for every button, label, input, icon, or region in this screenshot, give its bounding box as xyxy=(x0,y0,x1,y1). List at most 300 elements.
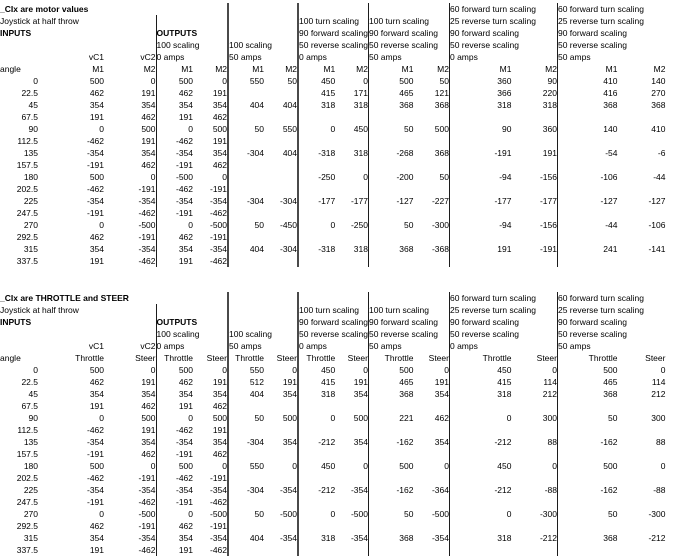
angle-cell: 225 xyxy=(23,196,38,206)
value-cell xyxy=(413,400,449,412)
value-cell: -462 xyxy=(193,207,228,219)
angle-header: angle xyxy=(0,353,21,363)
value-cell: -227 xyxy=(413,195,449,207)
value-cell: 462 xyxy=(104,111,156,123)
section-header-line: 0 amps xyxy=(298,340,368,352)
value-cell: 191 xyxy=(178,112,193,122)
value-cell: -354 xyxy=(413,532,449,544)
value-cell: 354 xyxy=(178,244,193,254)
section-header-line: 90 forward scaling xyxy=(557,28,627,38)
value-cell xyxy=(228,520,264,532)
value-cell xyxy=(617,472,665,484)
section-header-line: 50 amps xyxy=(228,340,298,352)
value-cell: -191 xyxy=(104,520,156,532)
section-header-line xyxy=(228,3,298,15)
section-header-line: 50 reverse scaling xyxy=(368,328,449,340)
value-cell xyxy=(511,544,557,556)
spacer-cell xyxy=(0,39,156,51)
value-cell: 410 xyxy=(603,76,618,86)
value-cell: 191 xyxy=(89,401,104,411)
value-cell xyxy=(368,135,413,147)
value-cell: 300 xyxy=(511,412,557,424)
value-cell: -462 xyxy=(175,184,193,194)
section-header-line: 0 amps xyxy=(298,51,368,63)
section-header-line: 25 reverse turn scaling xyxy=(449,15,557,27)
value-cell: 0 xyxy=(193,460,228,472)
value-cell xyxy=(264,544,298,556)
value-cell xyxy=(228,496,264,508)
section-header-line: 100 scaling xyxy=(156,39,228,51)
value-cell: 500 xyxy=(264,412,298,424)
value-cell: -462 xyxy=(175,136,193,146)
value-cell xyxy=(298,255,335,267)
value-cell: -94 xyxy=(499,172,512,182)
value-cell xyxy=(228,400,264,412)
table-row xyxy=(0,400,665,412)
value-cell xyxy=(264,183,298,195)
section-header-line: 25 reverse turn scaling xyxy=(557,305,644,315)
value-cell: -500 xyxy=(104,219,156,231)
value-cell: -200 xyxy=(396,172,414,182)
value-cell: -462 xyxy=(104,496,156,508)
value-cell: -354 xyxy=(193,195,228,207)
value-cell: 354 xyxy=(178,389,193,399)
value-cell: -44 xyxy=(605,220,618,230)
table-row xyxy=(0,376,665,388)
pair-col-header: M2 xyxy=(511,63,557,75)
value-cell: -191 xyxy=(175,449,193,459)
value-cell: 354 xyxy=(264,388,298,400)
value-cell xyxy=(298,231,335,243)
section-header-line xyxy=(228,316,298,328)
value-cell: 318 xyxy=(321,389,336,399)
throttle-steer-table xyxy=(0,292,665,556)
value-cell: 191 xyxy=(193,135,228,147)
table-row xyxy=(0,472,665,484)
value-cell: -368 xyxy=(413,243,449,255)
value-cell: 0 xyxy=(335,75,368,87)
value-cell xyxy=(368,255,413,267)
value-cell: -191 xyxy=(86,449,104,459)
value-cell: 318 xyxy=(335,243,368,255)
value-cell: 368 xyxy=(399,100,414,110)
table-row xyxy=(0,183,665,195)
value-cell xyxy=(413,183,449,195)
section-header-line: 100 turn scaling xyxy=(298,15,368,27)
pair-col-header: Throttle xyxy=(588,353,618,363)
table-row xyxy=(0,544,665,556)
value-cell: -191 xyxy=(494,148,512,158)
section-header-line: 90 forward scaling xyxy=(299,317,368,327)
value-cell: 500 xyxy=(399,76,414,86)
value-cell: -212 xyxy=(318,437,336,447)
angle-cell: 202.5 xyxy=(16,473,38,483)
pair-col-header: Steer xyxy=(645,353,666,363)
value-cell: 114 xyxy=(511,376,557,388)
value-cell: 0 xyxy=(193,75,228,87)
value-cell: 354 xyxy=(89,533,104,543)
value-cell xyxy=(413,544,449,556)
table-row xyxy=(0,448,665,460)
value-cell xyxy=(368,111,413,123)
value-cell xyxy=(298,448,335,460)
value-cell: -462 xyxy=(104,255,156,267)
value-cell: 462 xyxy=(89,521,104,531)
value-cell: -354 xyxy=(264,484,298,496)
value-cell: 415 xyxy=(321,377,336,387)
angle-cell: 0 xyxy=(33,365,38,375)
pair-col-header: M2 xyxy=(264,63,298,75)
value-cell: 88 xyxy=(656,437,666,447)
value-cell: 462 xyxy=(89,232,104,242)
value-cell: 318 xyxy=(497,100,512,110)
value-cell xyxy=(335,255,368,267)
value-cell: 354 xyxy=(104,388,156,400)
value-cell: -318 xyxy=(318,148,336,158)
value-cell: 465 xyxy=(399,88,414,98)
value-cell: 404 xyxy=(249,244,264,254)
value-cell xyxy=(228,424,264,436)
value-cell: 300 xyxy=(651,413,666,423)
value-cell xyxy=(298,183,335,195)
angle-cell: 247.5 xyxy=(16,497,38,507)
value-cell: -318 xyxy=(318,244,336,254)
pair-col-header: Throttle xyxy=(75,353,104,363)
value-cell: -304 xyxy=(246,148,264,158)
value-cell: 500 xyxy=(89,461,104,471)
value-cell: -462 xyxy=(86,136,104,146)
value-cell: 368 xyxy=(603,533,618,543)
value-cell: 462 xyxy=(178,521,193,531)
table-row xyxy=(0,171,665,183)
value-cell: 212 xyxy=(511,388,557,400)
value-cell: 500 xyxy=(89,172,104,182)
section-header-line: 100 turn scaling xyxy=(368,15,449,27)
value-cell: 191 xyxy=(104,135,156,147)
value-cell xyxy=(617,424,665,436)
value-cell xyxy=(413,111,449,123)
value-cell: -462 xyxy=(86,425,104,435)
value-cell: 50 xyxy=(608,509,618,519)
section-header-line: 50 reverse scaling xyxy=(449,328,557,340)
section-header-line: 100 scaling xyxy=(228,39,298,51)
value-cell xyxy=(264,159,298,171)
value-cell xyxy=(228,448,264,460)
table-row xyxy=(0,159,665,171)
value-cell: -300 xyxy=(511,508,557,520)
value-cell: -177 xyxy=(511,195,557,207)
value-cell: -462 xyxy=(175,425,193,435)
value-cell xyxy=(335,448,368,460)
value-cell xyxy=(335,207,368,219)
value-cell xyxy=(298,544,335,556)
value-cell: -212 xyxy=(318,485,336,495)
tables-container xyxy=(0,3,675,556)
value-cell: 0 xyxy=(330,220,336,230)
angle-header: angle xyxy=(0,64,21,74)
value-cell: -162 xyxy=(600,437,618,447)
value-cell: 191 xyxy=(335,376,368,388)
pair-col-header: M2 xyxy=(104,63,156,75)
angle-cell: 202.5 xyxy=(16,184,38,194)
value-cell: -177 xyxy=(494,196,512,206)
value-cell xyxy=(617,255,665,267)
value-cell: 191 xyxy=(178,256,193,266)
value-cell xyxy=(264,448,298,460)
value-cell: 50 xyxy=(404,509,414,519)
value-cell xyxy=(413,231,449,243)
section-header-line xyxy=(156,3,228,15)
value-cell: 368 xyxy=(399,389,414,399)
value-cell: -191 xyxy=(193,472,228,484)
value-cell: 0 xyxy=(99,220,104,230)
value-cell: 0 xyxy=(511,364,557,376)
value-cell: 0 xyxy=(104,171,156,183)
value-cell: 318 xyxy=(335,99,368,111)
value-cell: 50 xyxy=(404,124,414,134)
value-cell xyxy=(449,544,511,556)
value-cell xyxy=(335,135,368,147)
value-cell: -162 xyxy=(600,485,618,495)
section-header-line: 90 forward scaling xyxy=(449,316,557,328)
value-cell: 354 xyxy=(178,100,193,110)
value-cell: -462 xyxy=(104,207,156,219)
value-cell: 368 xyxy=(413,99,449,111)
angle-cell: 45 xyxy=(28,100,38,110)
value-cell: 500 xyxy=(178,76,193,86)
value-cell xyxy=(368,159,413,171)
value-cell: 0 xyxy=(335,364,368,376)
value-cell xyxy=(228,183,264,195)
value-cell: -462 xyxy=(193,544,228,556)
value-cell: 450 xyxy=(321,461,336,471)
value-cell: -6 xyxy=(657,148,666,158)
value-cell xyxy=(228,111,264,123)
table-row xyxy=(0,496,665,508)
value-cell xyxy=(368,496,413,508)
input-col-header: vC2 xyxy=(104,51,156,63)
value-cell: 500 xyxy=(89,365,104,375)
value-cell xyxy=(264,111,298,123)
value-cell xyxy=(413,496,449,508)
value-cell: -250 xyxy=(335,219,368,231)
value-cell: -191 xyxy=(104,183,156,195)
section-header-line xyxy=(368,3,449,15)
section-header-line: 100 turn scaling xyxy=(298,304,368,316)
header-row xyxy=(0,39,665,51)
value-cell: 404 xyxy=(264,99,298,111)
pair-col-header: M2 xyxy=(193,63,228,75)
value-cell xyxy=(449,207,511,219)
value-cell: 191 xyxy=(104,424,156,436)
value-cell xyxy=(298,159,335,171)
table-row xyxy=(0,484,665,496)
value-cell xyxy=(617,400,665,412)
table-row xyxy=(0,388,665,400)
value-cell xyxy=(511,159,557,171)
value-cell: 550 xyxy=(249,365,264,375)
value-cell: 0 xyxy=(413,364,449,376)
value-cell: -212 xyxy=(494,485,512,495)
value-cell: -354 xyxy=(175,196,193,206)
section-header-line: 50 amps xyxy=(368,340,449,352)
pair-col-header: M1 xyxy=(181,64,193,74)
value-cell: 354 xyxy=(104,147,156,159)
value-cell: 318 xyxy=(497,389,512,399)
spacer-cell xyxy=(0,340,38,352)
value-cell xyxy=(413,424,449,436)
value-cell: 450 xyxy=(497,365,512,375)
value-cell xyxy=(617,496,665,508)
value-cell: 462 xyxy=(104,448,156,460)
header-row xyxy=(0,51,665,63)
value-cell: 0 xyxy=(188,413,193,423)
value-cell xyxy=(557,448,617,460)
value-cell: 191 xyxy=(104,87,156,99)
value-cell xyxy=(368,544,413,556)
value-cell xyxy=(298,472,335,484)
section-header-line: 0 amps xyxy=(449,340,557,352)
value-cell xyxy=(511,424,557,436)
value-cell xyxy=(449,424,511,436)
value-cell: 500 xyxy=(603,365,618,375)
value-cell: 500 xyxy=(89,76,104,86)
value-cell: 500 xyxy=(413,123,449,135)
value-cell xyxy=(557,135,617,147)
table-row xyxy=(0,195,665,207)
pair-col-header: M1 xyxy=(323,64,336,74)
value-cell: 368 xyxy=(651,100,666,110)
header-row xyxy=(0,15,665,27)
table-row xyxy=(0,207,665,219)
value-cell: -127 xyxy=(600,196,618,206)
angle-cell: 0 xyxy=(33,76,38,86)
value-cell: 0 xyxy=(660,365,666,375)
value-cell: -191 xyxy=(175,160,193,170)
value-cell xyxy=(557,207,617,219)
value-cell: 90 xyxy=(502,124,512,134)
value-cell: -162 xyxy=(396,437,414,447)
value-cell xyxy=(335,159,368,171)
section-header-line: 90 forward scaling xyxy=(368,316,449,328)
section-header-line: 25 reverse turn scaling xyxy=(557,16,644,26)
value-cell: 318 xyxy=(497,533,512,543)
value-cell: 0 xyxy=(506,413,512,423)
value-cell: -462 xyxy=(175,473,193,483)
value-cell: -177 xyxy=(335,195,368,207)
value-cell: -354 xyxy=(86,437,104,447)
value-cell: 191 xyxy=(178,401,193,411)
value-cell xyxy=(511,207,557,219)
value-cell: 462 xyxy=(193,400,228,412)
value-cell: 0 xyxy=(99,509,104,519)
value-cell: 462 xyxy=(178,88,193,98)
value-cell xyxy=(617,207,665,219)
value-cell: 462 xyxy=(104,159,156,171)
value-cell: -191 xyxy=(193,520,228,532)
value-cell: -191 xyxy=(175,497,193,507)
value-cell: -191 xyxy=(104,231,156,243)
value-cell: 191 xyxy=(193,424,228,436)
section-header-line xyxy=(298,292,368,304)
table-row xyxy=(0,75,665,87)
value-cell: 354 xyxy=(104,99,156,111)
value-cell: 0 xyxy=(511,460,557,472)
value-cell xyxy=(557,255,617,267)
value-cell xyxy=(511,496,557,508)
value-cell xyxy=(617,448,665,460)
value-cell xyxy=(368,207,413,219)
value-cell xyxy=(228,135,264,147)
angle-cell: 270 xyxy=(23,220,38,230)
value-cell: 191 xyxy=(193,87,228,99)
value-cell: -300 xyxy=(413,219,449,231)
header-row xyxy=(0,27,665,39)
value-cell xyxy=(449,255,511,267)
motor-values-table xyxy=(0,3,665,267)
value-cell: -354 xyxy=(86,485,104,495)
value-cell xyxy=(449,159,511,171)
value-cell: 0 xyxy=(335,460,368,472)
value-cell xyxy=(557,544,617,556)
pair-col-header: Throttle xyxy=(384,353,414,363)
section-header-line xyxy=(368,292,449,304)
value-cell xyxy=(557,424,617,436)
section-header-line: 50 reverse scaling xyxy=(299,329,368,339)
value-cell xyxy=(449,472,511,484)
column-header-row xyxy=(0,63,665,75)
pair-col-header: M2 xyxy=(413,63,449,75)
value-cell: 500 xyxy=(193,123,228,135)
angle-cell: 225 xyxy=(23,485,38,495)
value-cell: -462 xyxy=(193,496,228,508)
value-cell: -304 xyxy=(246,196,264,206)
section-header-line: 50 amps xyxy=(557,341,591,351)
value-cell: -162 xyxy=(396,485,414,495)
value-cell: 354 xyxy=(178,533,193,543)
value-cell: 241 xyxy=(603,244,618,254)
pair-col-header: M1 xyxy=(252,64,264,74)
value-cell xyxy=(617,111,665,123)
value-cell: 0 xyxy=(330,124,336,134)
pair-col-header: Steer xyxy=(264,352,298,364)
value-cell xyxy=(557,231,617,243)
value-cell xyxy=(368,424,413,436)
value-cell: 0 xyxy=(188,124,193,134)
value-cell xyxy=(298,111,335,123)
value-cell xyxy=(413,448,449,460)
angle-cell: 157.5 xyxy=(16,449,38,459)
value-cell xyxy=(264,207,298,219)
value-cell xyxy=(335,231,368,243)
value-cell: 90 xyxy=(511,75,557,87)
value-cell: 354 xyxy=(413,436,449,448)
value-cell: -212 xyxy=(511,532,557,544)
table-subtitle: Joystick at half throw xyxy=(0,15,156,27)
table-row xyxy=(0,219,665,231)
value-cell xyxy=(557,520,617,532)
value-cell: 354 xyxy=(193,388,228,400)
section-header-line xyxy=(156,292,228,304)
value-cell xyxy=(511,448,557,460)
value-cell: -106 xyxy=(648,220,666,230)
value-cell xyxy=(617,231,665,243)
section-header-line: OUTPUTS xyxy=(156,27,228,39)
value-cell: 318 xyxy=(511,99,557,111)
section-header-line: 50 reverse scaling xyxy=(368,39,449,51)
inputs-label: INPUTS xyxy=(0,316,156,328)
value-cell: 462 xyxy=(89,377,104,387)
